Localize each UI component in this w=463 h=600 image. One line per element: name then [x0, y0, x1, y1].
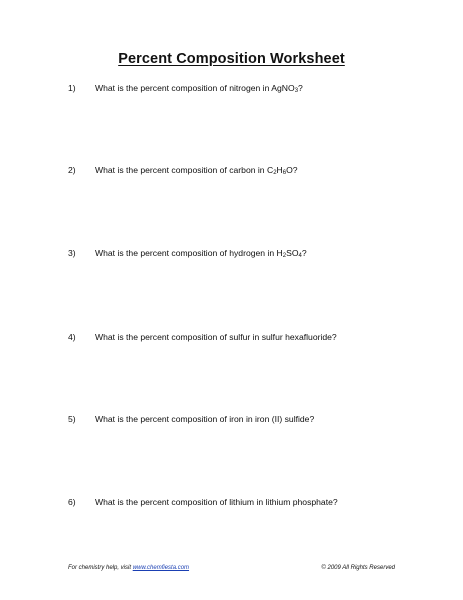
question-text: What is the percent composition of sulfur in sulfur hexafluoride?	[95, 332, 337, 342]
formula-subscript: 3	[294, 88, 299, 94]
chemical-formula	[277, 248, 302, 258]
question-suffix: ?	[292, 165, 298, 175]
question-text: What is the percent composition of hydrogen in	[95, 248, 277, 258]
formula-subscript: 2	[282, 253, 287, 259]
formula-subscript: 6	[282, 170, 287, 176]
formula-element: O	[286, 165, 293, 175]
formula-element: AgNO	[271, 83, 295, 93]
formula-subscript: 4	[298, 253, 302, 259]
chemical-formula	[271, 83, 298, 93]
footer-copyright: © 2009 All Rights Reserved	[321, 565, 395, 571]
footer-help-link[interactable]: www.chemfiesta.com	[132, 565, 190, 571]
question-1	[68, 83, 303, 94]
question-3	[68, 248, 307, 259]
question-4	[68, 332, 337, 343]
question-suffix: ?	[301, 248, 307, 258]
question-6	[68, 497, 338, 508]
chemical-formula	[267, 165, 293, 175]
footer-help	[68, 565, 189, 571]
question-text: What is the percent composition of lithium in lithium phosphate?	[95, 497, 338, 507]
question-text: What is the percent composition of nitrogen in	[95, 83, 272, 93]
question-text: What is the percent composition of carbon in	[95, 165, 267, 175]
question-number: 5)	[68, 414, 76, 424]
question-number: 1)	[68, 83, 76, 93]
question-text: What is the percent composition of iron in iron (II) sulfide?	[95, 414, 315, 424]
formula-element: H	[276, 248, 283, 258]
formula-element: C	[266, 165, 274, 175]
question-5	[68, 414, 314, 425]
formula-subscript: 2	[273, 170, 277, 176]
question-2	[68, 165, 298, 176]
question-number: 4)	[68, 332, 76, 342]
footer-help-prefix: For chemistry help, visit	[68, 565, 133, 571]
worksheet-title: Percent Composition Worksheet	[118, 51, 345, 67]
question-suffix: ?	[298, 83, 303, 93]
formula-element: H	[276, 165, 283, 175]
formula-element: SO	[286, 248, 299, 258]
question-number: 2)	[68, 165, 76, 175]
question-number: 3)	[68, 248, 76, 258]
question-number: 6)	[68, 497, 76, 507]
